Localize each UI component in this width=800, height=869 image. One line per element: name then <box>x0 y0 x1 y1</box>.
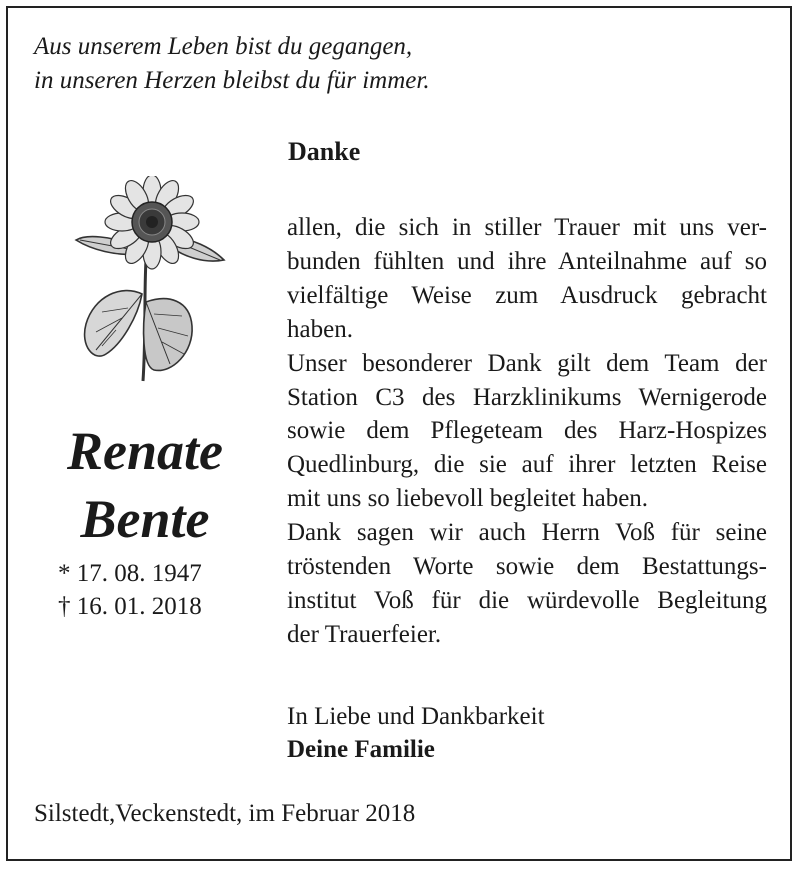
body-line: Dank sagen wir auch Herrn Voß für seine <box>287 519 767 547</box>
body-line: der Trauerfeier. <box>287 620 442 648</box>
closing-block <box>287 700 545 766</box>
body-line: sowie dem Pflegeteam des Harz-Hospizes <box>287 417 767 445</box>
deceased-first-name: Renate <box>67 421 223 481</box>
body-line: Quedlinburg, die sie auf ihrer letzten Reise <box>287 451 767 479</box>
quote-line-2: in unseren Herzen bleibst du für immer. <box>34 67 430 94</box>
closing-line: In Liebe und Dankbarkeit <box>287 703 545 730</box>
place-and-date: Silstedt,Veckenstedt, im Februar 2018 <box>34 800 416 827</box>
sunflower-icon <box>72 176 232 386</box>
quote-line-1: Aus unserem Leben bist du gegangen, <box>34 33 413 60</box>
life-dates <box>58 557 202 623</box>
body-line: Station C3 des Harzklinikums Wernigerode <box>287 383 767 411</box>
deceased-last-name: Bente <box>80 489 210 549</box>
body-line: mit uns so liebevoll begleitet haben. <box>287 485 649 513</box>
birth-date: * 17. 08. 1947 <box>58 560 202 587</box>
body-line: Unser besonderer Dank gilt dem Team der <box>287 349 767 377</box>
body-line: bunden fühlten und ihre Anteilnahme auf so <box>287 247 767 275</box>
body-line: institut Voß für die würdevolle Begleitung <box>287 586 767 614</box>
death-date: † 16. 01. 2018 <box>58 593 202 620</box>
signature: Deine Familie <box>287 736 435 763</box>
memorial-quote <box>34 30 430 98</box>
thanks-heading: Danke <box>288 137 361 166</box>
body-line: tröstenden Worte sowie dem Bestattungs- <box>287 553 767 581</box>
body-line: vielfältige Weise zum Ausdruck gebracht <box>287 281 767 309</box>
body-line: allen, die sich in stiller Trauer mit uns ver- <box>287 214 767 241</box>
body-line: haben. <box>287 315 353 343</box>
thanks-body <box>287 211 767 652</box>
